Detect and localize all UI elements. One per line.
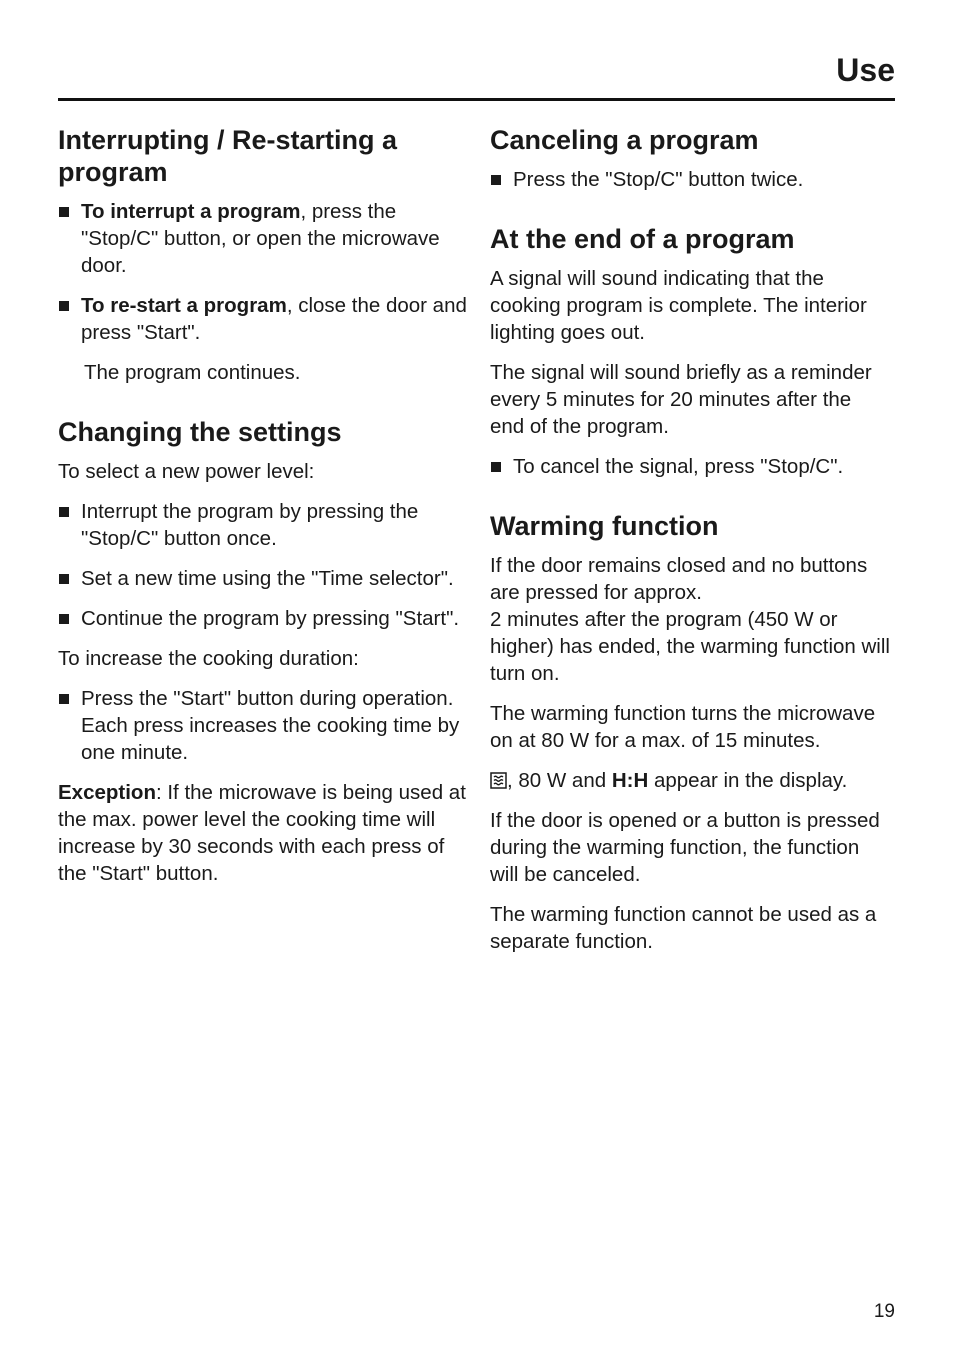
bold-text: To re-start a program (81, 294, 287, 317)
section-changing-settings (58, 416, 468, 887)
header-rule (58, 98, 895, 101)
paragraph-text: appear in the display. (648, 769, 848, 792)
item-text: To cancel the signal, press "Stop/C". (513, 455, 844, 478)
section-interrupting (58, 124, 468, 386)
paragraph: A signal will sound indicating that the cooking program is complete. The interior lighting goes out. (490, 267, 867, 344)
list-item (58, 498, 468, 552)
bullet-icon (59, 507, 69, 517)
item-text: , press the "Stop/C" button, or open the microwave door. (81, 200, 440, 277)
list-item (490, 166, 890, 193)
duration-list (58, 685, 468, 766)
item-text: Press the "Stop/C" button twice. (513, 168, 804, 191)
bold-text: To interrupt a program (81, 200, 301, 223)
warming-symbol-icon (490, 772, 507, 789)
exception-text (58, 779, 468, 887)
section-warming (490, 510, 890, 955)
result-text: The program continues. (84, 361, 301, 384)
item-text: , close the door and press "Start". (81, 294, 467, 344)
bullet-icon (59, 614, 69, 624)
power-level-list (58, 498, 468, 632)
bullet-icon (59, 574, 69, 584)
right-column (490, 124, 890, 985)
page-number: 19 (873, 1301, 895, 1322)
exception-body: : If the microwave is being used at the max. power level the cooking time will increase by 30 seconds with each press of the "Start" button. (58, 781, 466, 885)
list-item (58, 685, 468, 766)
section-canceling (490, 124, 890, 193)
heading-end-of-program: At the end of a program (490, 224, 795, 254)
list-item (490, 453, 890, 480)
section-end-of-program (490, 223, 890, 480)
bullet-icon (59, 207, 69, 217)
intro-power-level: To select a new power level: (58, 460, 315, 483)
display-code: H:H (611, 769, 649, 792)
item-text: Set a new time using the "Time selector". (81, 567, 454, 590)
intro-duration: To increase the cooking duration: (58, 647, 359, 670)
list-item (58, 198, 468, 279)
heading-warming: Warming function (490, 511, 719, 541)
bullet-icon (491, 175, 501, 185)
bullet-icon (59, 694, 69, 704)
item-text: Interrupt the program by pressing the "Stop/C" button once. (81, 500, 419, 550)
paragraph: The warming function turns the microwave on at 80 W for a max. of 15 minutes. (490, 702, 876, 752)
bold-text: Exception (58, 781, 156, 804)
left-column (58, 124, 468, 917)
bullet-icon (491, 462, 501, 472)
paragraph-line: If the door remains closed and no buttons are pressed for approx. (490, 554, 868, 604)
page-title: Use (836, 52, 895, 88)
paragraph (490, 767, 890, 794)
paragraph (490, 552, 890, 687)
paragraph-text: , 80 W and (507, 769, 612, 792)
paragraph: If the door is opened or a button is pressed during the warming function, the function will be canceled. (490, 809, 880, 886)
list-item (58, 605, 468, 632)
paragraph-line: 2 minutes after the program (450 W or higher) has ended, the warming function will turn on. (490, 608, 890, 685)
interrupt-list (58, 198, 468, 346)
heading-changing-settings: Changing the settings (58, 417, 342, 447)
heading-interrupting: Interrupting / Re-starting a program (58, 125, 398, 187)
heading-canceling: Canceling a program (490, 125, 759, 155)
list-item (58, 292, 468, 346)
signal-list (490, 453, 890, 480)
paragraph: The signal will sound briefly as a reminder every 5 minutes for 20 minutes after the end of the program. (490, 361, 872, 438)
item-text: Press the "Start" button during operation. Each press increases the cooking time by one minute. (81, 687, 460, 764)
paragraph: The warming function cannot be used as a separate function. (490, 903, 877, 953)
cancel-list (490, 166, 890, 193)
bullet-icon (59, 301, 69, 311)
list-item (58, 565, 468, 592)
item-text: Continue the program by pressing "Start". (81, 607, 460, 630)
